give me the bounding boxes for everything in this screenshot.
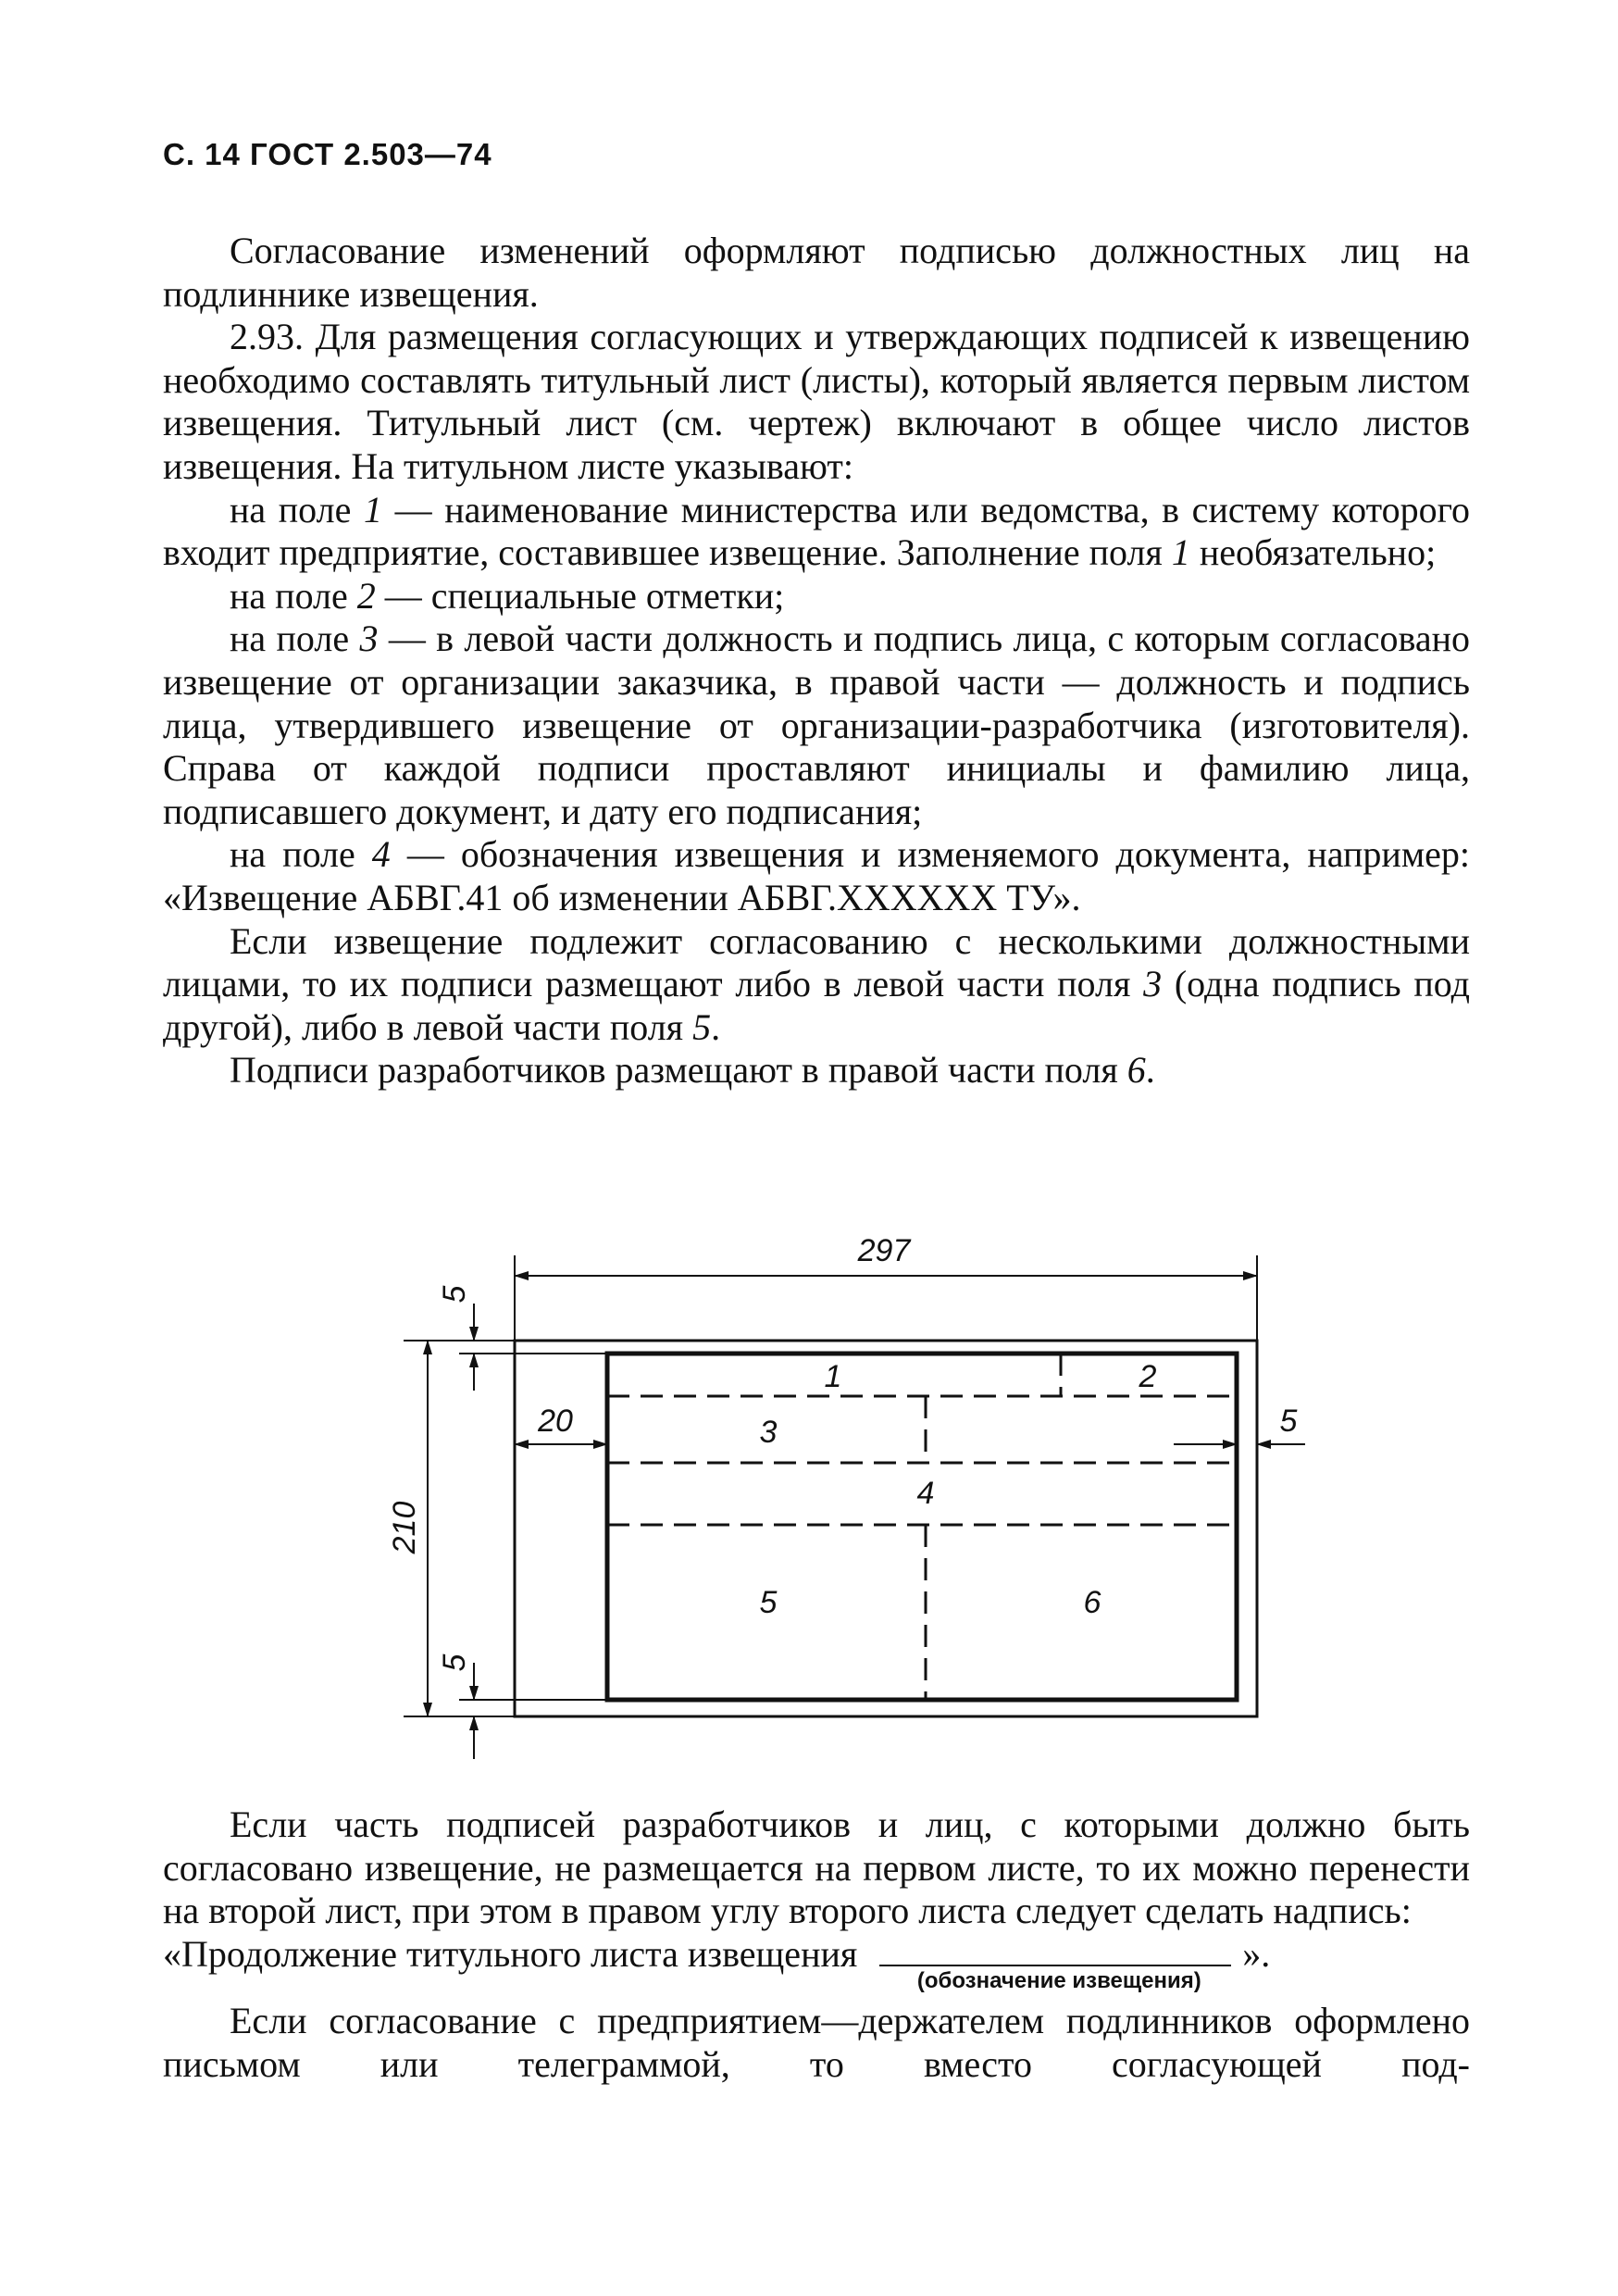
dim-label-bottom-margin: 5 <box>437 1653 472 1672</box>
paragraph: на поле 1 — наименование министерства или ведомства, в систему которого входит предприятие, составившее извещение. Заполнение поля 1 необязательно; <box>163 488 1470 574</box>
paragraph: Согласование изменений оформляют подписью должностных лиц на подлиннике извещения. <box>163 230 1470 315</box>
field-label-5: 5 <box>759 1585 778 1620</box>
paragraph: Подписи разработчиков размещают в правой части поля 6. <box>230 1049 1155 1092</box>
outer-sheet-border <box>515 1341 1257 1716</box>
dim-label-width: 297 <box>857 1233 911 1268</box>
top-text-block <box>163 230 1470 1092</box>
inner-frame <box>607 1354 1237 1700</box>
page-header: С. 14 ГОСТ 2.503—74 <box>163 137 492 171</box>
field-label-1: 1 <box>824 1359 842 1394</box>
paragraph: на поле 3 — в левой части должность и подпись лица, с которым согласовано извещение от организации заказчика, в правой части — должность и подпись лица, утвердившего извещение от организации-разработчика (изготовителя). Справа от каждой подписи проставляют инициалы и фамилию лица, подписавшего документ, и дату его подписания; <box>163 618 1470 832</box>
blank-caption: (обозначение извещения) <box>916 1967 1201 1993</box>
dim-label-left-margin: 20 <box>538 1404 573 1439</box>
paragraph: Если часть подписей разработчиков и лиц, с которыми должно быть согласовано извещение, не размещается на первом листе, то их можно перенести на второй лист, при этом в правом углу второго листа следует сделать надпись: <box>163 1803 1470 1932</box>
paragraph: на поле 4 — обозначения извещения и изменяемого документа, например: «Извещение АБВГ.41 об изменении АБВГ.XXXXXX ТУ». <box>163 833 1470 918</box>
continuation-inscription: «Продолжение титульного листа извещения (обозначение извещения) ». <box>163 1932 1271 1993</box>
field-label-2: 2 <box>1139 1359 1157 1394</box>
field-label-4: 4 <box>916 1476 935 1511</box>
dim-label-top-margin: 5 <box>437 1285 472 1304</box>
field-label-3: 3 <box>759 1415 778 1450</box>
paragraph: 2.93. Для размещения согласующих и утверждающих подписей к извещению необходимо составлять титульный лист (листы), который является первым листом извещения. Титульный лист (см. чертеж) включают в общее число листов извещения. На титульном листе указывают: <box>163 316 1470 487</box>
notice-designation-blank <box>879 1939 1231 1993</box>
paragraph: на поле 2 — специальные отметки; <box>230 574 785 617</box>
dim-label-height: 210 <box>387 1501 422 1554</box>
bottom-text-block <box>163 1803 1470 2087</box>
field-label-6: 6 <box>1083 1585 1101 1620</box>
dim-label-right-margin: 5 <box>1279 1404 1298 1439</box>
paragraph: Если извещение подлежит согласованию с несколькими должностными лицами, то их подписи размещают либо в левой части поля 3 (одна подпись под другой), либо в левой части поля 5. <box>163 919 1471 1048</box>
paragraph: Если согласование с предприятием—держателем подлинников оформлено письмом или телеграммой, то вместо согласующей под- <box>163 2000 1470 2085</box>
